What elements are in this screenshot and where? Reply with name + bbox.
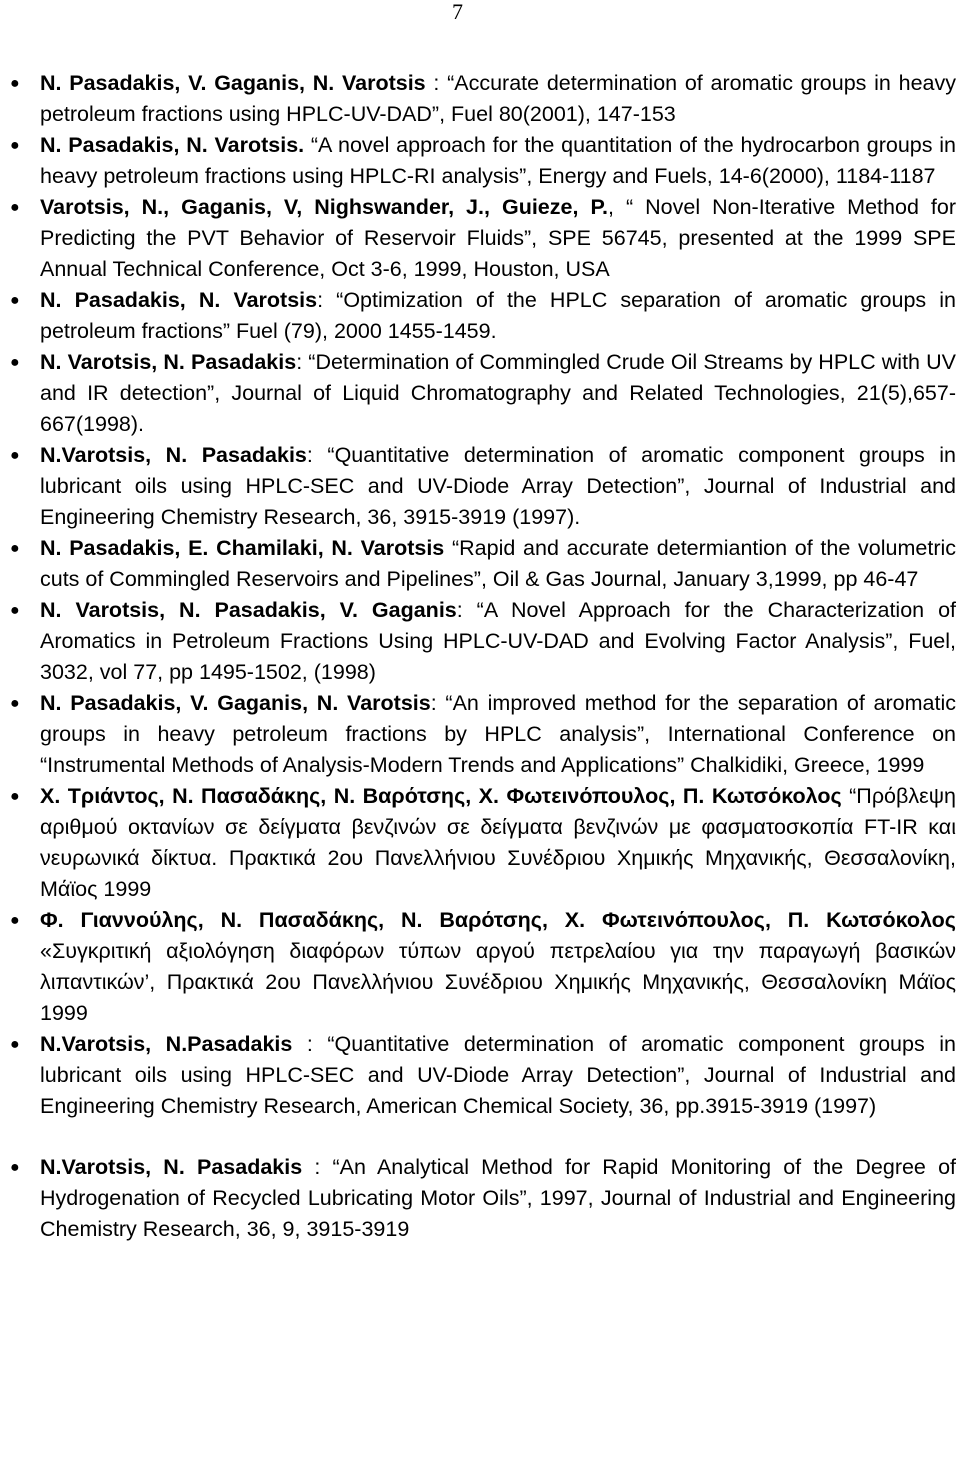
spacer <box>0 1122 960 1152</box>
bullet-icon: ● <box>10 447 20 464</box>
reference-text: “Rapid and accurate determiantion of the volumetric cuts of Commingled Reservoirs and Pipelines”, Oil & Gas Journal, January 3,1999, pp 46-47 <box>40 536 956 591</box>
reference-authors: Varotsis, N., Gaganis, V, Nighswander, J., Guieze, P. <box>40 195 608 219</box>
reference-authors: N.Varotsis, N. Pasadakis <box>40 443 307 467</box>
reference-text: : “Determination of Commingled Crude Oil Streams by HPLC with UV and IR detection”, Journal of Liquid Chromatography and Related Technologies, 21(5),657-667(1998). <box>40 350 956 436</box>
reference-text: , “ Novel Non-Iterative Method for Predicting the PVT Behavior of Reservoir Fluids”, SPE 56745, presented at the 1999 SPE Annual Technical Conference, Oct 3-6, 1999, Houston, USA <box>40 195 956 281</box>
reference-item <box>0 781 960 905</box>
reference-text: : “An improved method for the separation of aromatic groups in heavy petroleum fractions by HPLC analysis”, International Conference on “Instrumental Methods of Analysis-Modern Trends and Applications” Chalkidiki, Greece, 1999 <box>40 691 956 777</box>
reference-text: “A novel approach for the quantitation of the hydrocarbon groups in heavy petroleum fractions using HPLC-RI analysis”, Energy and Fuels, 14-6(2000), 1184-1187 <box>40 133 956 188</box>
bullet-icon: ● <box>10 354 20 371</box>
bullet-icon: ● <box>10 602 20 619</box>
reference-authors: N. Varotsis, N. Pasadakis <box>40 350 297 374</box>
reference-authors: N. Pasadakis, E. Chamilaki, N. Varotsis <box>40 536 445 560</box>
reference-authors: N. Varotsis, N. Pasadakis, V. Gaganis <box>40 598 457 622</box>
reference-text: : “Quantitative determination of aromatic component groups in lubricant oils using HPLC-SEC and UV-Diode Array Detection”, Journal of Industrial and Engineering Chemistry Research, American Chemical Society, 36, pp.3915-3919 (1997) <box>40 1032 956 1118</box>
reference-item <box>0 130 960 192</box>
reference-text: «Συγκριτική αξιολόγηση διαφόρων τύπων αργού πετρελαίου για την παραγωγή βασικών λιπαντικών’, Πρακτικά 2ου Πανελλήνιου Συνέδριου Χημικής Μηχανικής, Θεσσαλονίκη Μάϊος 1999 <box>40 939 956 1025</box>
reference-text: : “Optimization of the HPLC separation of aromatic groups in petroleum fractions” Fuel (79), 2000 1455-1459. <box>40 288 956 343</box>
reference-text: : “An Analytical Method for Rapid Monitoring of the Degree of Hydrogenation of Recycled Lubricating Motor Oils”, 1997, Journal of Industrial and Engineering Chemistry Research, 36, 9, 3915-3919 <box>40 1155 957 1241</box>
reference-authors: N.Varotsis, N. Pasadakis <box>40 1155 303 1179</box>
reference-item <box>0 688 960 781</box>
reference-authors: N.Varotsis, N.Pasadakis <box>40 1032 293 1056</box>
reference-item <box>0 1152 960 1245</box>
bullet-icon: ● <box>10 695 20 712</box>
page-number: 7 <box>452 0 463 24</box>
reference-item <box>0 347 960 440</box>
reference-text: : “A Novel Approach for the Characterization of Aromatics in Petroleum Fractions Using HPLC-UV-DAD and Evolving Factor Analysis”, Fuel, 3032, vol 77, pp 1495-1502, (1998) <box>40 598 956 684</box>
bullet-icon: ● <box>10 137 20 154</box>
bullet-icon: ● <box>10 1036 20 1053</box>
bullet-icon: ● <box>10 292 20 309</box>
reference-text: : “Accurate determination of aromatic groups in heavy petroleum fractions using HPLC-UV-DAD”, Fuel 80(2001), 147-153 <box>40 71 956 126</box>
bullet-icon: ● <box>10 912 20 929</box>
bullet-icon: ● <box>10 1159 20 1176</box>
reference-item <box>0 533 960 595</box>
bullet-icon: ● <box>10 199 20 216</box>
reference-authors: Χ. Τριάντος, Ν. Πασαδάκης, Ν. Βαρότσης, Χ. Φωτεινόπουλος, Π. Κωτσόκολος <box>40 784 842 808</box>
reference-item <box>0 192 960 285</box>
reference-item <box>0 440 960 533</box>
reference-item <box>0 595 960 688</box>
reference-text: “Πρόβλεψη αριθμού οκτανίων σε δείγματα βενζινών σε δείγματα βενζινών με φασματοσκοπία FT-IR και νευρωνικά δίκτυα. Πρακτικά 2ου Πανελλήνιου Συνέδριου Χημικής Μηχανικής, Θεσσαλονίκη, Μάϊος 1999 <box>40 784 956 901</box>
reference-authors: Φ. Γιαννούλης, Ν. Πασαδάκης, Ν. Βαρότσης, Χ. Φωτεινόπουλος, Π. Κωτσόκολος <box>40 908 956 932</box>
bullet-icon: ● <box>10 540 20 557</box>
reference-authors: N. Pasadakis, N. Varotsis <box>40 288 318 312</box>
reference-item <box>0 1029 960 1122</box>
reference-item <box>0 68 960 130</box>
reference-list <box>0 68 960 1245</box>
reference-item <box>0 285 960 347</box>
bullet-icon: ● <box>10 75 20 92</box>
reference-authors: N. Pasadakis, V. Gaganis, N. Varotsis <box>40 691 431 715</box>
bullet-icon: ● <box>10 788 20 805</box>
reference-text: : “Quantitative determination of aromatic component groups in lubricant oils using HPLC-SEC and UV-Diode Array Detection”, Journal of Industrial and Engineering Chemistry Research, 36, 3915-3919 (1997). <box>40 443 957 529</box>
reference-item <box>0 905 960 1029</box>
reference-authors: N. Pasadakis, N. Varotsis. <box>40 133 305 157</box>
reference-authors: N. Pasadakis, V. Gaganis, N. Varotsis <box>40 71 426 95</box>
